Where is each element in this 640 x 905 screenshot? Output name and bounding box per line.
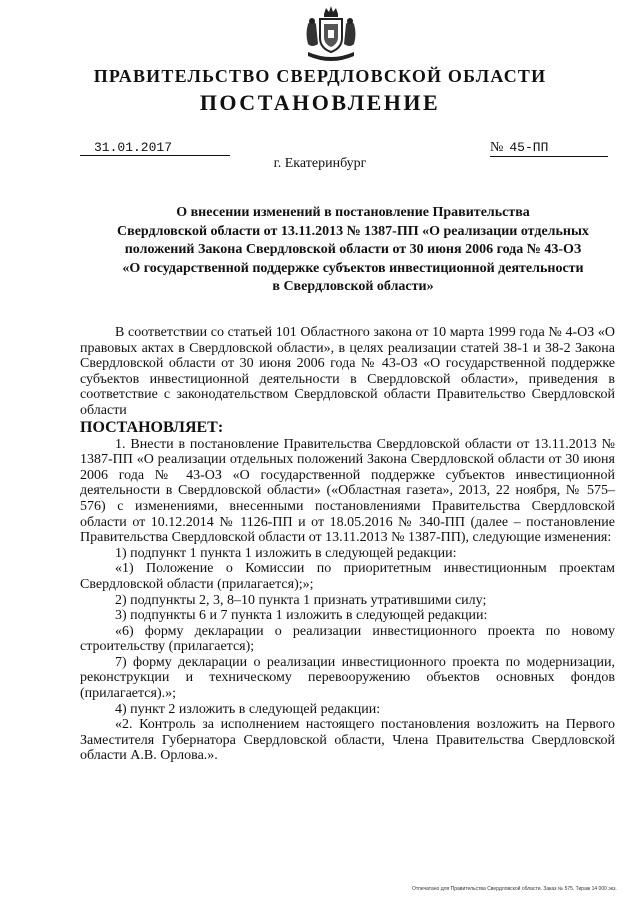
city: г. Екатеринбург (273, 156, 367, 171)
subitem-1: 1) подпункт 1 пункта 1 изложить в следующей редакции: (115, 545, 457, 561)
doc-number: 45-ПП (509, 140, 549, 155)
subitem-3: 3) подпункты 6 и 7 пункта 1 изложить в следующей редакции: (115, 608, 488, 624)
doc-number-field (490, 139, 608, 157)
document-body (80, 325, 615, 764)
subitem-2: 2) подпункты 2, 3, 8–10 пункта 1 признать утратившими силу; (115, 592, 487, 608)
preamble: В соответствии со статьей 101 Областного закона от 10 марта 1999 года № 4-ОЗ «О правовых актах в Свердловской области», в целях реализации статей 38-1 и 38-2 Закона Свердловской области от 30 июня 2006 года № 43-ОЗ «О государственной поддержке субъектов инвестиционной деятельности в Свердловской области», приведения в соответствие с законодательством Свердловской области Правительство Свердловской области (80, 325, 615, 418)
print-note: Отпечатано для Правительства Свердловской области. Заказ № 575. Тираж 14 000 экз. (412, 886, 617, 892)
title-line: Свердловской области от 13.11.2013 № 1387-ПП «О реализации отдельных (117, 223, 589, 239)
number-prefix: № (490, 140, 504, 155)
doc-type: ПОСТАНОВЛЕНИЕ (199, 90, 441, 115)
decree-heading: ПОСТАНОВЛЯЕТ: (80, 418, 224, 436)
quote-2: «2. Контроль за исполнением настоящего постановления возложить на Первого Заместителя Губернатора Свердловской области, Члена Правительства Свердловской области А.В. Орлова.». (80, 717, 615, 764)
quote-6: «6) форму декларации о реализации инвестиционного проекта по новому строительству (прилагается); (80, 623, 615, 655)
quote-7: 7) форму декларации о реализации инвестиционного проекта по модернизации, реконструкции и техническому перевооружению объектов основных фондов (прилагается).»; (80, 654, 615, 702)
title-line: положений Закона Свердловской области от 30 июня 2006 года № 43-ОЗ (124, 242, 582, 257)
quote-1: «1) Положение о Комиссии по приоритетным инвестиционным проектам Свердловской области (прилагается);»; (80, 561, 615, 592)
title-line: «О государственной поддержке субъектов инвестиционной деятельности (122, 260, 584, 276)
item-1: 1. Внести в постановление Правительства Свердловской области от 13.11.2013 № 1387-ПП «О реализации отдельных положений Закона Свердловской области от 30 июня 2006 года № 43-ОЗ «О государственной поддержке субъектов инвестиционной деятельности в Свердловской области» («Областная газета», 2013, 22 ноября, № 575–576) с изменениями, внесенными постановлениями Правительства Свердловской области от 10.12.2014 № 1126-ПП и от 18.05.2016 № 340-ПП (далее – постановление Правительства Свердловской области от 13.11.2013 № 1387-ПП), следующие изменения: (80, 436, 615, 546)
title-line: О внесении изменений в постановление Правительства (176, 205, 530, 220)
doc-date: 31.01.2017 (80, 139, 230, 156)
document-title (88, 204, 618, 297)
coat-of-arms-icon (300, 4, 362, 66)
org-title: ПРАВИТЕЛЬСТВО СВЕРДЛОВСКОЙ ОБЛАСТИ (93, 66, 547, 86)
subitem-4: 4) пункт 2 изложить в следующей редакции: (115, 701, 381, 717)
title-line: в Свердловской области» (272, 279, 434, 294)
